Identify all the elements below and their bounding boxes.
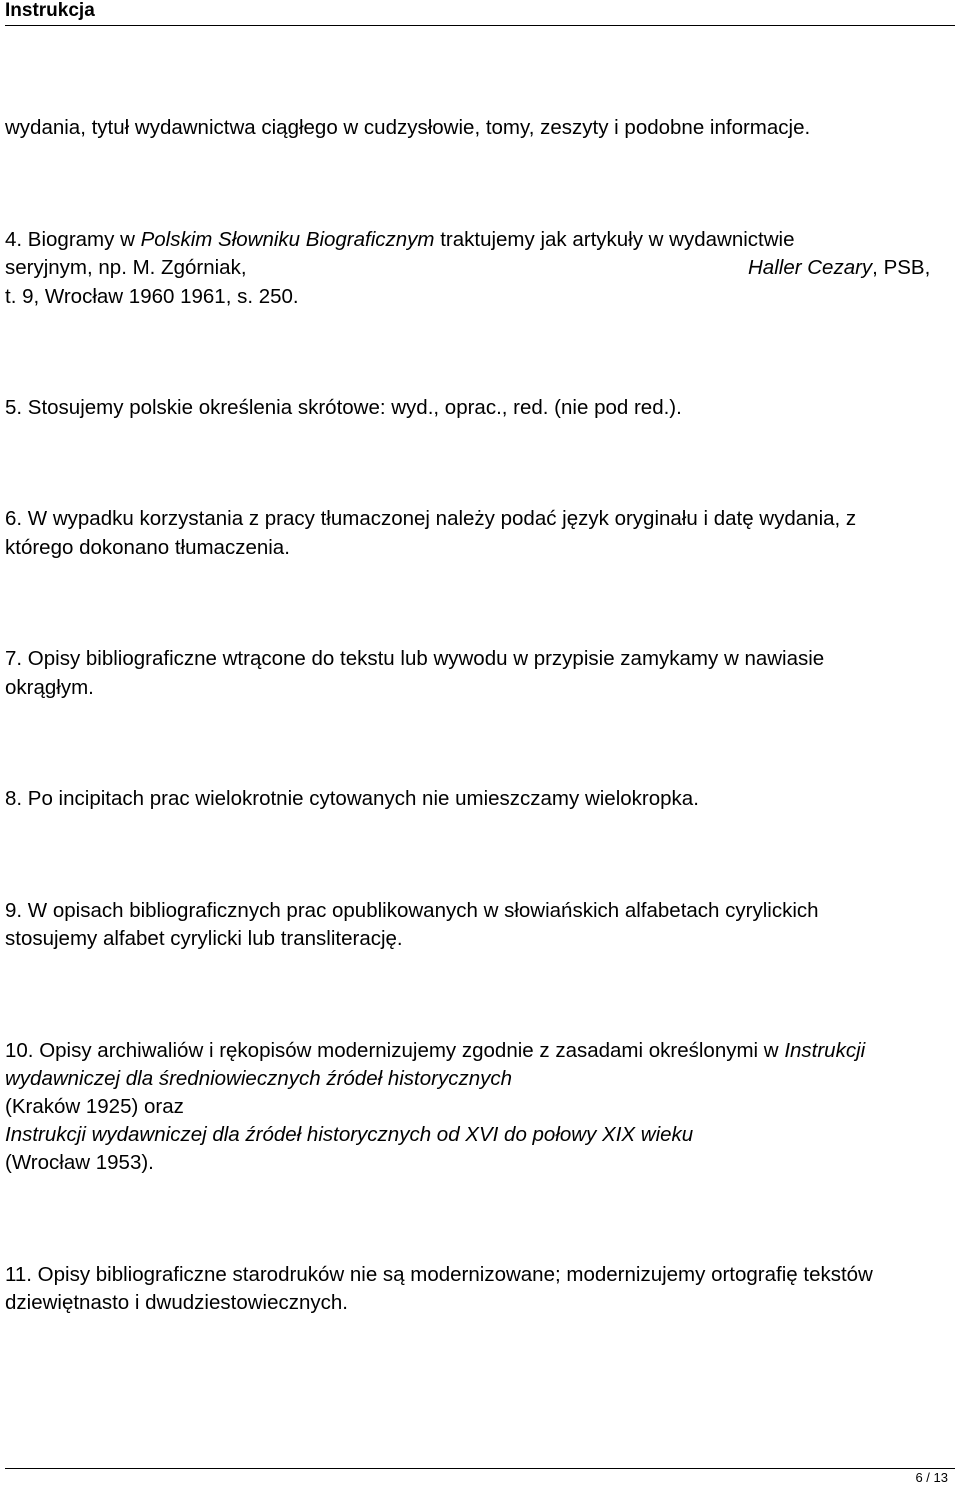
paragraph-9-line-2: stosujemy alfabet cyrylicki lub transliterację.	[5, 927, 403, 950]
paragraph-6-line-1: 6. W wypadku korzystania z pracy tłumaczonej należy podać język oryginału i datę wydania, z	[5, 507, 857, 530]
paragraph-11-line-2: dziewiętnasto i dwudziestowiecznych.	[5, 1291, 348, 1314]
paragraph-4-line-2-right	[748, 256, 930, 280]
p4-text: traktujemy jak artykuły w wydawnictwie	[434, 228, 795, 251]
p10-text: 10. Opisy archiwaliów i rękopisów modernizujemy zgodnie z zasadami określonymi w	[5, 1039, 785, 1062]
p10-work-title: Instrukcji	[784, 1039, 866, 1062]
page-number: 6 / 13	[915, 1470, 948, 1485]
paragraph-4-line-1	[5, 228, 795, 252]
p4-text: , PSB,	[872, 256, 931, 279]
paragraph-5: 5. Stosujemy polskie określenia skrótowe: wyd., oprac., red. (nie pod red.).	[5, 396, 682, 419]
paragraph-8: 8. Po incipitach prac wielokrotnie cytowanych nie umieszczamy wielokropka.	[5, 787, 699, 810]
paragraph-7-line-1: 7. Opisy bibliograficzne wtrącone do tekstu lub wywodu w przypisie zamykamy w nawiasie	[5, 647, 825, 670]
paragraph-11-line-1: 11. Opisy bibliograficzne starodruków nie są modernizowane; modernizujemy ortografię tekstów	[5, 1263, 873, 1286]
paragraph-7-line-2: okrągłym.	[5, 676, 94, 699]
paragraph-10-line-4: Instrukcji wydawniczej dla źródeł historycznych od XVI do połowy XIX wieku	[5, 1123, 694, 1146]
paragraph-10-line-2: wydawniczej dla średniowiecznych źródeł historycznych	[5, 1067, 513, 1090]
header-divider	[5, 25, 955, 26]
paragraph-4-line-2-left: seryjnym, np. M. Zgórniak,	[5, 256, 247, 279]
p4-text: 4. Biogramy w	[5, 228, 141, 251]
paragraph-9-line-1: 9. W opisach bibliograficznych prac opublikowanych w słowiańskich alfabetach cyrylickich	[5, 899, 819, 922]
paragraph-6-line-2: którego dokonano tłumaczenia.	[5, 536, 290, 559]
paragraph-10-line-5: (Wrocław 1953).	[5, 1151, 154, 1174]
paragraph-3-tail: wydania, tytuł wydawnictwa ciągłego w cudzysłowie, tomy, zeszyty i podobne informacje.	[5, 116, 811, 139]
p4-article-title: Haller Cezary	[748, 256, 873, 279]
paragraph-10-line-3: (Kraków 1925) oraz	[5, 1095, 184, 1118]
footer-divider	[5, 1468, 955, 1469]
paragraph-10-line-1	[5, 1039, 865, 1063]
paragraph-4-line-3: t. 9, Wrocław 1960 1961, s. 250.	[5, 285, 299, 308]
page-header-title: Instrukcja	[5, 0, 95, 21]
p4-psb-title: Polskim Słowniku Biograficznym	[140, 228, 435, 251]
